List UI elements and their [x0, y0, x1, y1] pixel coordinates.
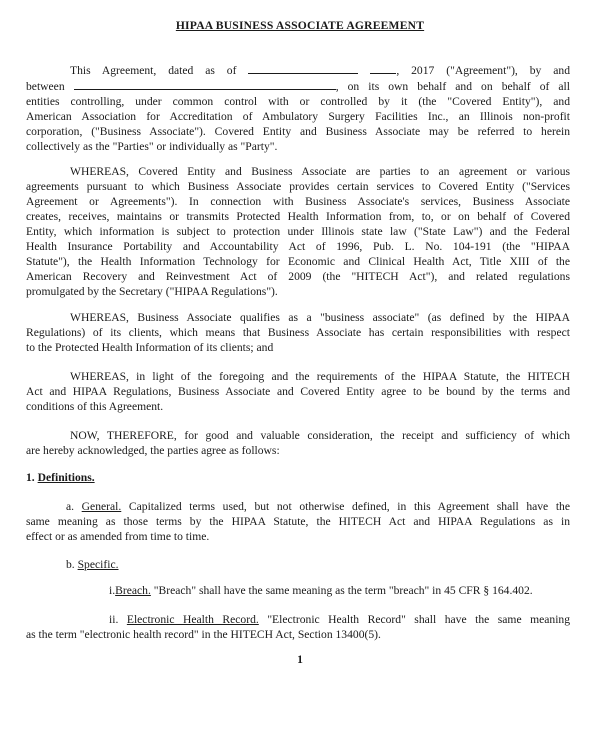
page-number: 1	[297, 653, 303, 666]
defii-term: Electronic Health Record.	[126, 613, 259, 626]
whereas1-line-3: Agreement or Agreements"). In connection with Business Associate's services, Business Associate	[26, 195, 570, 208]
intro-line-6: collectively as the "Parties" or individually as "Party".	[26, 140, 278, 153]
whereas1-line-9: promulgated by the Secretary ("HIPAA Regulations").	[26, 285, 278, 298]
definition-a-paragraph	[26, 499, 570, 544]
intro-line-3: entities controlling, under common control with or controlled by it (the "Covered Entity"), and	[26, 95, 570, 108]
whereas2-line-2: Regulations) of its clients, which means that Business Associate has certain responsibilities with respect	[26, 326, 570, 339]
defii-label: ii.	[109, 613, 119, 626]
defi-term: Breach.	[115, 584, 151, 597]
definition-i-paragraph: i.Breach. "Breach" shall have the same meaning as the term "breach" in 45 CFR § 164.402.	[109, 584, 533, 597]
date-blank-2	[370, 62, 396, 74]
definition-b-heading: b. Specific.	[66, 558, 119, 571]
whereas1-line-2: agreements pursuant to which Business Associate provides certain services to Covered Entity ("Services	[26, 180, 570, 193]
party-blank	[74, 78, 336, 90]
whereas1-line-4: creates, receives, maintains or transmits Protected Health Information from, to, or on behalf of Covered	[26, 210, 570, 223]
section-1-number: 1.	[26, 471, 35, 484]
whereas-paragraph-2	[26, 310, 570, 355]
whereas1-line-1: WHEREAS, Covered Entity and Business Associate are parties to an agreement or various	[70, 165, 570, 178]
whereas1-line-8: American Recovery and Reinvestment Act of 2009 (the "HITECH Act"), and related regulations	[26, 270, 570, 283]
defa-line-2: same meaning as those terms by the HIPAA Statute, the HITECH Act and HIPAA Regulations as in	[26, 515, 570, 528]
whereas3-line-3: conditions of this Agreement.	[26, 400, 164, 413]
whereas2-line-3: to the Protected Health Information of its clients; and	[26, 341, 274, 354]
whereas3-line-2: Act and HIPAA Regulations, Business Associate and Covered Entity agree to be bound by the terms and	[26, 385, 570, 398]
now-line-1: NOW, THEREFORE, for good and valuable consideration, the receipt and sufficiency of which	[70, 429, 570, 442]
whereas3-line-1: WHEREAS, in light of the foregoing and the requirements of the HIPAA Statute, the HITECH	[70, 370, 570, 383]
now-therefore-paragraph	[26, 428, 570, 458]
definition-ii-paragraph: ii. Electronic Health Record. "Electronic Health Record" shall have the same meaning as the term "electronic health record" in the HITECH Act, Section 13400(5).	[26, 613, 571, 641]
defa-line-3: effect or as amended from time to time.	[26, 530, 210, 543]
date-blank-1	[248, 62, 358, 74]
whereas-paragraph-3	[26, 369, 570, 414]
document-title: HIPAA BUSINESS ASSOCIATE AGREEMENT	[175, 19, 425, 32]
defii-line-2: as the term "electronic health record" in the HITECH Act, Section 13400(5).	[26, 628, 381, 641]
defa-term: General.	[81, 500, 122, 513]
section-1-title: Definitions.	[37, 471, 95, 484]
whereas-paragraph-1	[26, 164, 570, 299]
now-line-2: are hereby acknowledged, the parties agree as follows:	[26, 444, 280, 457]
whereas1-line-5: Entity, which information is subject to protection under Illinois state law ("State Law") and the Federal	[26, 225, 570, 238]
whereas2-line-1: WHEREAS, Business Associate qualifies as a "business associate" (as defined by the HIPAA	[70, 311, 570, 324]
intro-paragraph	[26, 62, 570, 154]
intro-line-5: corporation, ("Business Associate"). Covered Entity and Business Associate may be referred to herein	[26, 125, 570, 138]
whereas1-line-6: Health Insurance Portability and Accountability Act of 1996, Pub. L. No. 104-191 (the "HIPAA	[26, 240, 570, 253]
intro-line-1: This Agreement, dated as of , 2017 ("Agreement"), by and	[70, 64, 570, 77]
intro-line-2: between , on its own behalf and on behalf of all	[26, 80, 570, 93]
section-1-heading	[26, 470, 570, 485]
whereas1-line-7: Statute"), the Health Information Technology for Economic and Clinical Health Act, Title XIII of the	[26, 255, 570, 268]
intro-line-4: American Association for Accreditation of Ambulatory Surgery Facilities Inc., an Illinois non-profit	[26, 110, 570, 123]
defi-label: i.	[109, 584, 116, 597]
defb-term: Specific.	[77, 558, 119, 571]
defa-line-1: a. General. Capitalized terms used, but not otherwise defined, in this Agreement shall have the	[66, 500, 570, 513]
